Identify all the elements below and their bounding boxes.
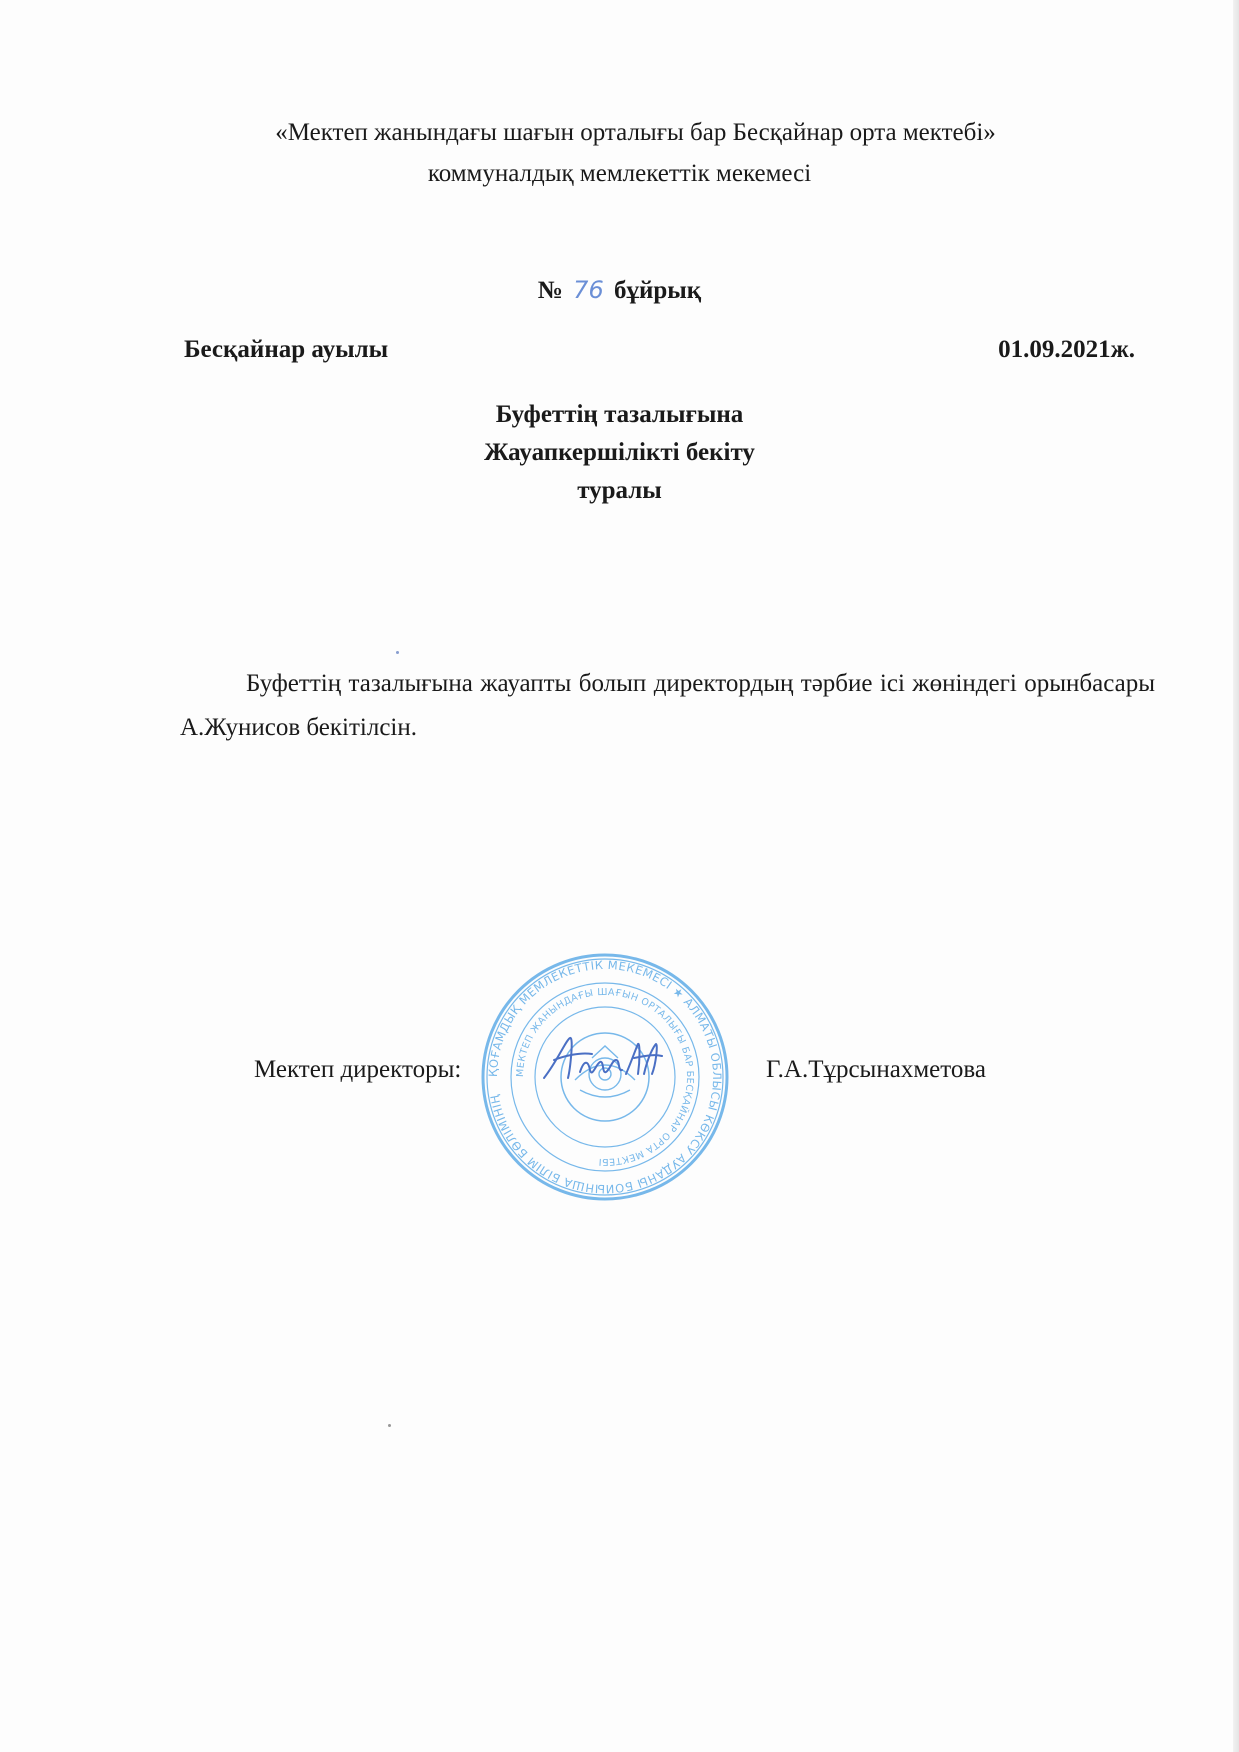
institution-name-line1: «Мектеп жанындағы шағын орталығы бар Бесқайнар орта мектебі» (275, 119, 996, 146)
order-number-sign: № (537, 277, 563, 304)
scan-speck (388, 1424, 391, 1427)
scan-speck (396, 651, 399, 654)
place-of-issue: Бесқайнар ауылы (184, 336, 389, 363)
seal-outer-text: ҚОҒАМДЫҚ МЕМЛЕКЕТТІК МЕКЕМЕСІ ★ АЛМАТЫ ОБЛЫСЫ КӨКСУ АУДАНЫ БОЙЫНША БІЛІМ БӨЛІМІНІҢ (485, 957, 725, 1197)
director-signature (540, 1030, 665, 1090)
subject-line2: Жауапкершілікті бекіту (484, 439, 755, 466)
scan-edge (1233, 0, 1239, 1752)
order-body: Буфеттің тазалығына жауапты болып директордың тәрбие ісі жөніндегі орынбасары А.Жунисов бекітілсін. (180, 670, 1155, 741)
order-word: бұйрық (613, 277, 702, 304)
order-number-handwritten: 76 (573, 276, 604, 304)
signature-label: Мектеп директоры: (254, 1056, 462, 1083)
subject-line3: туралы (577, 477, 662, 504)
order-title (0, 276, 1239, 305)
seal-inner-text: МЕКТЕП ЖАНЫНДАҒЫ ШАҒЫН ОРТАЛЫҒЫ БАР БЕСҚАЙНАР ОРТА МЕКТЕБІ (514, 986, 696, 1168)
date-of-issue: 01.09.2021ж. (998, 336, 1135, 363)
institution-name-line2: коммуналдық мемлекеттік мекемесі (427, 160, 812, 187)
subject-line1: Буфеттің тазалығына (495, 401, 744, 428)
signatory-name: Г.А.Тұрсынахметова (766, 1056, 986, 1083)
order-subject (0, 396, 1239, 510)
